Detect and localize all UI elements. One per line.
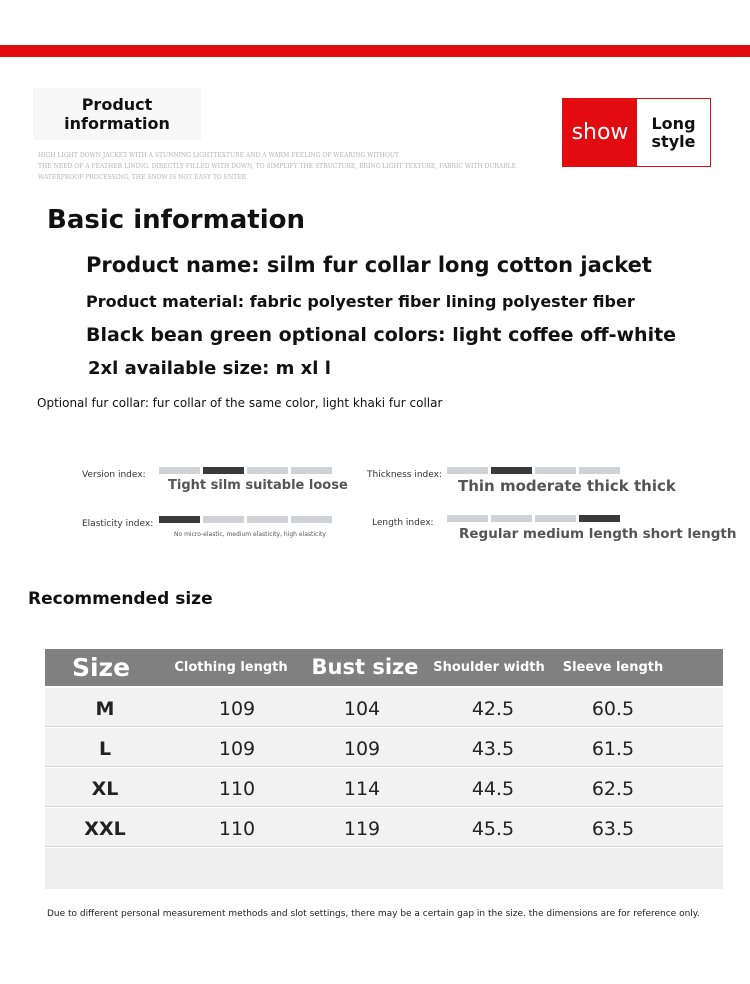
version-seg-3 [247,467,288,474]
thickness-seg-4 [579,467,620,474]
length-index-label: Length index: [372,518,434,528]
size-cell: M [95,698,115,720]
style-line2: style [651,131,696,151]
product-information-heading [33,88,201,140]
length-seg-2 [491,515,532,522]
thickness-index-label: Thickness index: [367,470,442,480]
table-row [45,768,723,807]
tiny-line-3: WATERPROOF PROCESSING, THE SNOW IS NOT EASY TO ENTER [38,174,247,181]
bust-size-cell: 109 [343,738,381,760]
table-row [45,688,723,727]
length-seg-3 [535,515,576,522]
shoulder-width-cell: 42.5 [471,698,515,720]
sleeve-length-cell: 62.5 [591,778,635,800]
product-sizes: 2xl available size: m xl l [88,358,331,379]
header-clothing-length: Clothing length [174,660,288,675]
tiny-line-2: THE NEED OF A FEATHER LINING. DIRECTLY FILLED WITH DOWN, TO SIMPLIFY THE STRUCTURE, BRING LIGHT TEXTURE, FABRIC WITH DURABLE [38,163,517,170]
shoulder-width-cell: 43.5 [471,738,515,760]
elasticity-index-text: No micro-elastic, medium elasticity, high elasticity [174,531,326,538]
clothing-length-cell: 109 [218,738,256,760]
top-red-bar [0,45,750,57]
length-seg-1 [447,515,488,522]
style-line1: Long [651,113,696,133]
size-cell: XL [91,778,119,800]
style-badge [562,98,711,167]
elasticity-seg-4 [291,516,332,523]
version-index-scale [159,467,332,474]
header-bust-size: Bust size [311,655,419,679]
thickness-seg-1 [447,467,488,474]
thickness-index-text: Thin moderate thick thick [458,477,676,495]
tiny-description [38,150,517,183]
elasticity-index-scale [159,516,332,523]
clothing-length-cell: 109 [218,698,256,720]
length-index-text: Regular medium length short length [459,526,737,542]
product-info-line2: information [64,114,170,133]
product-colors: Black bean green optional colors: light coffee off-white [86,324,677,346]
version-index-text: Tight silm suitable loose [168,478,348,493]
tiny-line-1: HIGH LIGHT DOWN JACKET WITH A STUNNING LIGHTTEXTURE AND A WARM FEELING OF WEARING WITHOUT [38,152,399,159]
recommended-size-title: Recommended size [28,589,213,609]
product-material: Product material: fabric polyester fiber lining polyester fiber [86,292,635,311]
table-row [45,728,723,767]
shoulder-width-cell: 45.5 [471,818,515,840]
header-shoulder-width: Shoulder width [433,660,545,675]
elasticity-seg-1 [159,516,200,523]
size-disclaimer: Due to different personal measurement methods and slot settings, there may be a certain gap in the size. the dimensions are for reference only. [47,909,700,919]
clothing-length-cell: 110 [218,818,256,840]
product-info-line1: Product [81,95,153,114]
clothing-length-cell: 110 [218,778,256,800]
size-cell: XXL [84,818,126,840]
elasticity-index-label: Elasticity index: [82,519,154,529]
fur-collar-options: Optional fur collar: fur collar of the same color, light khaki fur collar [37,396,443,410]
bust-size-cell: 104 [343,698,381,720]
shoulder-width-cell: 44.5 [471,778,515,800]
basic-information-title: Basic information [47,205,305,235]
style-label [637,99,710,166]
thickness-seg-3 [535,467,576,474]
table-row [45,808,723,847]
thickness-seg-2 [491,467,532,474]
bust-size-cell: 119 [343,818,381,840]
version-seg-2 [203,467,244,474]
sleeve-length-cell: 60.5 [591,698,635,720]
elasticity-seg-3 [247,516,288,523]
table-empty-row [45,848,723,889]
length-seg-4 [579,515,620,522]
version-index-label: Version index: [82,470,146,480]
elasticity-seg-2 [203,516,244,523]
length-index-scale [447,515,620,522]
header-sleeve-length: Sleeve length [562,660,664,675]
product-name: Product name: silm fur collar long cotton jacket [86,253,652,277]
thickness-index-scale [447,467,620,474]
size-cell: L [98,738,112,760]
bust-size-cell: 114 [343,778,381,800]
sleeve-length-cell: 63.5 [591,818,635,840]
version-seg-1 [159,467,200,474]
show-label: show [563,99,637,166]
size-table-header [45,649,723,686]
version-seg-4 [291,467,332,474]
sleeve-length-cell: 61.5 [591,738,635,760]
header-size: Size [71,653,131,682]
